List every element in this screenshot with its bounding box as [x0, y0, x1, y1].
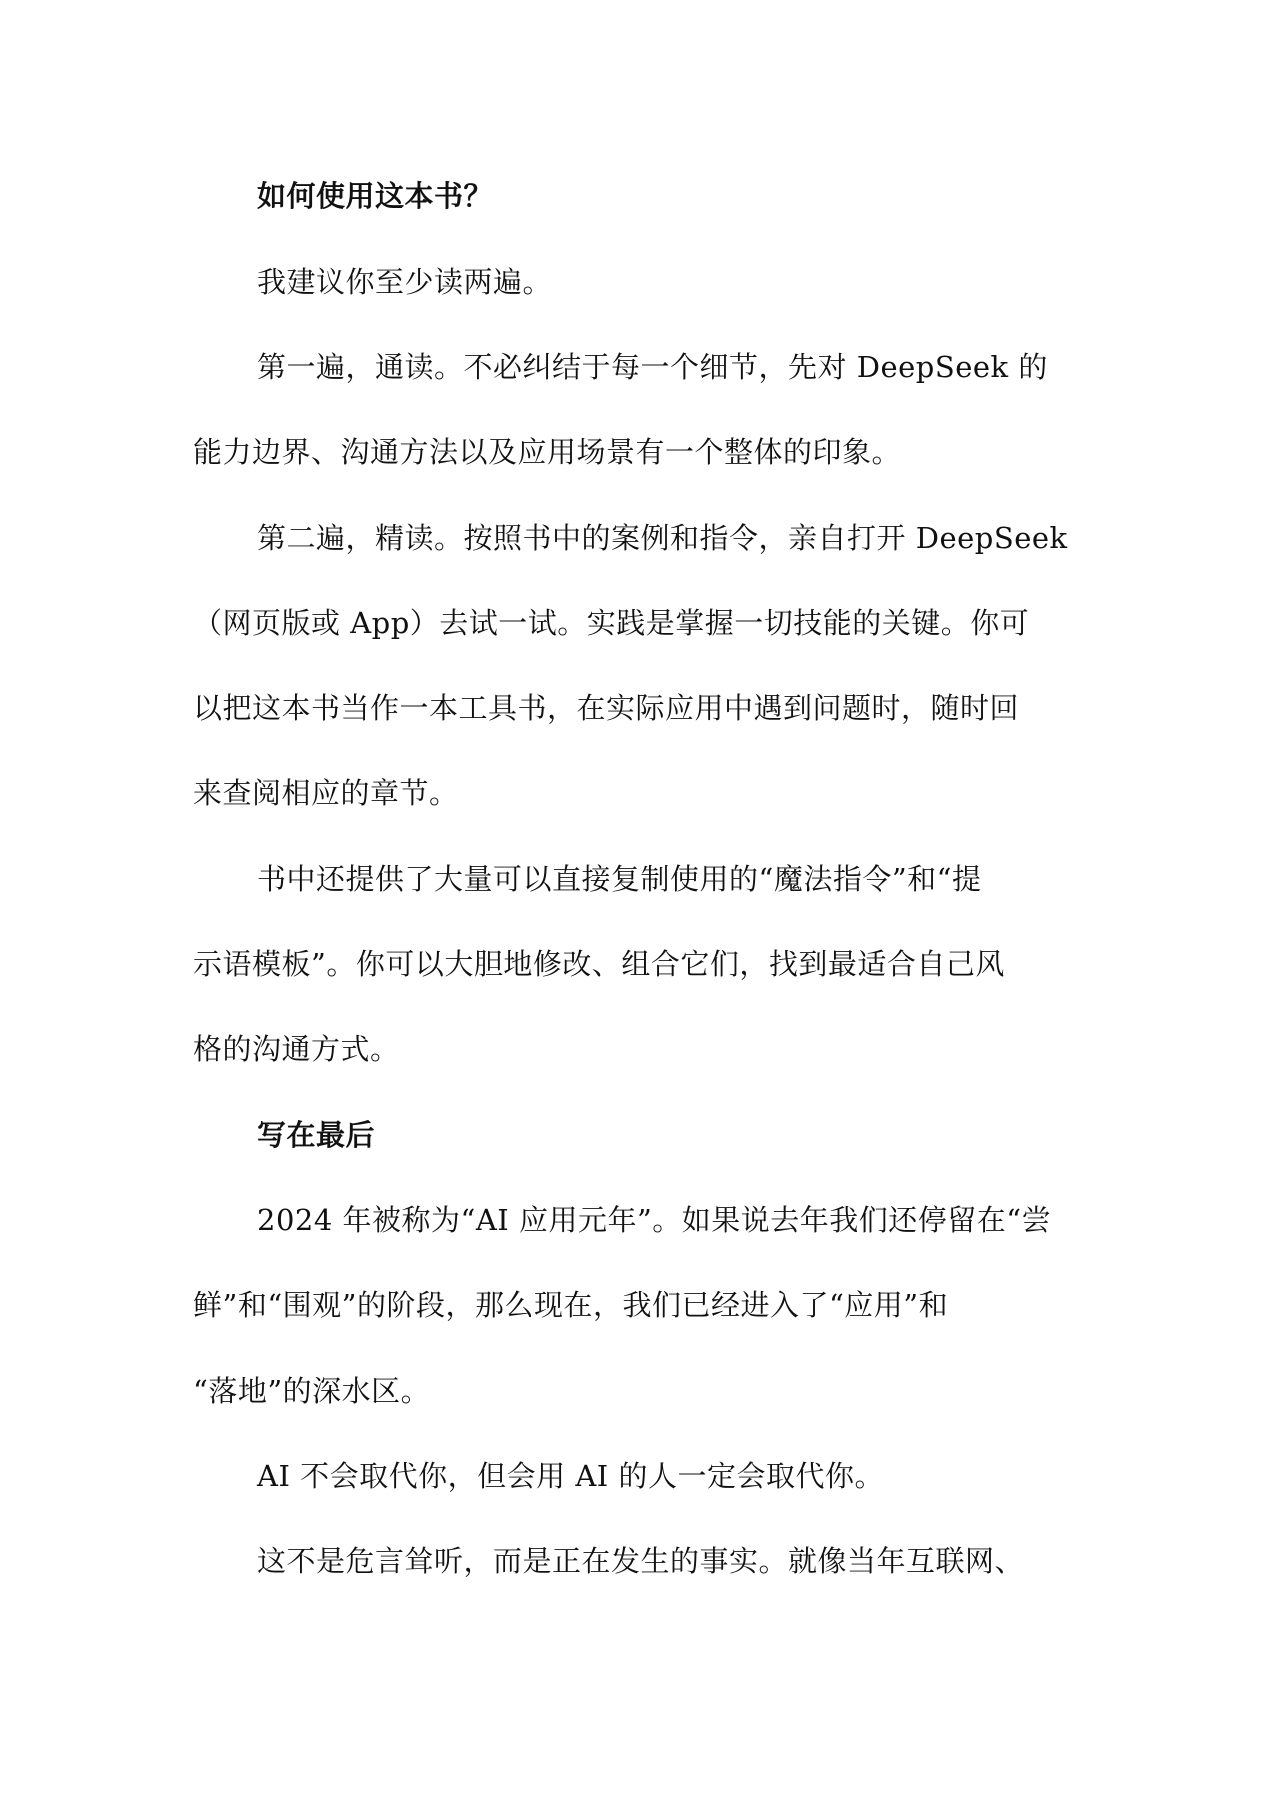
paragraph-second-read-line-2: （网页版或 App）去试一试。实践是掌握一切技能的关键。你可 [193, 606, 1030, 640]
paragraph-ai-year-line-1: 2024 年被称为“AI 应用元年”。如果说去年我们还停留在“尝 [257, 1203, 1052, 1237]
paragraph-magic-prompts-line-2: 示语模板”。你可以大胆地修改、组合它们，找到最适合自己风 [193, 947, 1005, 981]
paragraph-first-read-line-1: 第一遍，通读。不必纠结于每一个细节，先对 DeepSeek 的 [257, 350, 1048, 384]
section-heading-final-words: 写在最后 [257, 1118, 376, 1152]
paragraph-second-read-line-3: 以把这本书当作一本工具书，在实际应用中遇到问题时，随时回 [193, 691, 1020, 725]
paragraph-ai-replace: AI 不会取代你，但会用 AI 的人一定会取代你。 [257, 1459, 884, 1493]
paragraph-read-twice: 我建议你至少读两遍。 [257, 265, 553, 299]
paragraph-ai-year-line-3: “落地”的深水区。 [193, 1374, 431, 1408]
paragraph-magic-prompts-line-1: 书中还提供了大量可以直接复制使用的“魔法指令”和“提 [257, 862, 982, 896]
section-heading-how-to-use: 如何使用这本书？ [257, 179, 494, 213]
paragraph-not-alarmist: 这不是危言耸听，而是正在发生的事实。就像当年互联网、 [257, 1544, 1025, 1578]
paragraph-ai-year-line-2: 鲜”和“围观”的阶段，那么现在，我们已经进入了“应用”和 [193, 1288, 949, 1322]
paragraph-magic-prompts-line-3: 格的沟通方式。 [193, 1032, 400, 1066]
paragraph-second-read-line-1: 第二遍，精读。按照书中的案例和指令，亲自打开 DeepSeek [257, 521, 1068, 555]
paragraph-second-read-line-4: 来查阅相应的章节。 [193, 776, 459, 810]
paragraph-first-read-line-2: 能力边界、沟通方法以及应用场景有一个整体的印象。 [193, 435, 902, 469]
